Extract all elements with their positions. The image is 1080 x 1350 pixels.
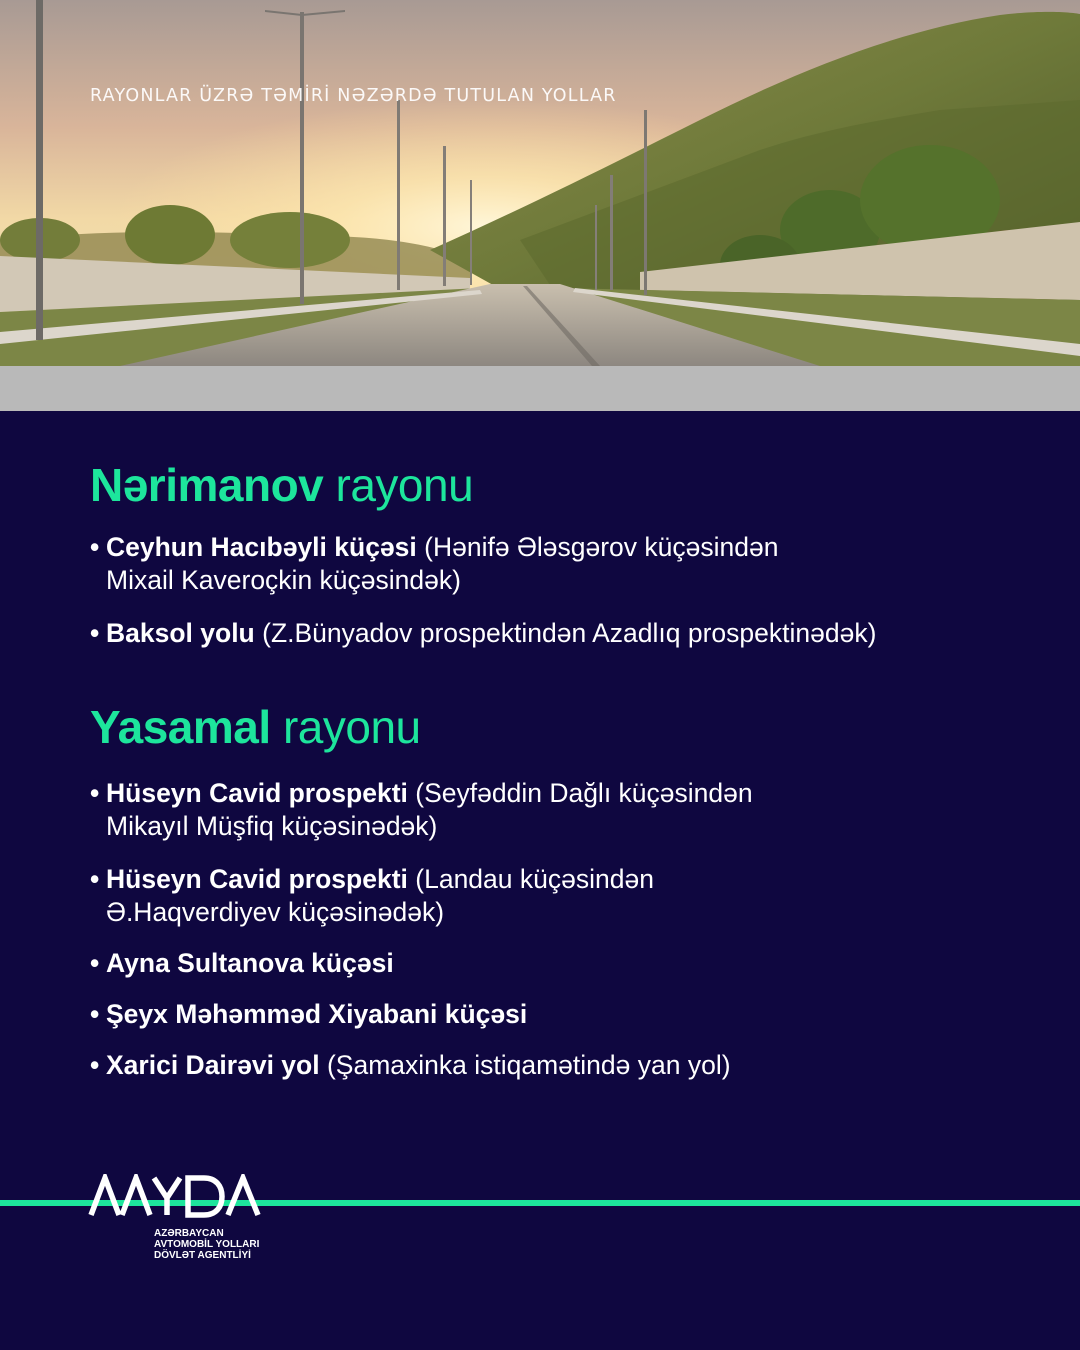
road-detail: (Seyfəddin Dağlı küçəsindən Mikayıl Müşfiq küçəsinədək) — [106, 778, 753, 841]
list-item: • Baksol yolu (Z.Bünyadov prospektindən Azadlıq prospektinədək) — [90, 618, 877, 648]
section-heading-light: rayonu — [335, 459, 474, 511]
section-heading-bold: Yasamal — [90, 701, 271, 753]
road-detail: (Landau küçəsindən Ə.Haqverdiyev küçəsinədək) — [106, 864, 654, 927]
section-heading-narimanov — [90, 458, 473, 512]
page-title: RAYONLAR ÜZRƏ TƏMİRİ NƏZƏRDƏ TUTULAN YOLLAR — [90, 86, 617, 106]
road-name: Hüseyn Cavid prospekti — [106, 864, 408, 894]
road-name: Hüseyn Cavid prospekti — [106, 778, 408, 808]
road-name: Ayna Sultanova küçəsi — [106, 948, 394, 978]
list-item: • Şeyx Məhəmməd Xiyabani küçəsi — [90, 999, 528, 1029]
list-item: • Ceyhun Hacıbəyli küçəsi (Hənifə Ələsgərov küçəsindən Mixail Kaveroçkin küçəsindək) — [90, 532, 779, 595]
aayda-logo-icon — [88, 1174, 272, 1223]
road-name: Xarici Dairəvi yol — [106, 1050, 320, 1080]
section-heading-light: rayonu — [282, 701, 421, 753]
road-detail: (Z.Bünyadov prospektindən Azadlıq prospektinədək) — [262, 618, 877, 648]
road-detail: (Hənifə Ələsgərov küçəsindən Mixail Kaveroçkin küçəsindək) — [106, 532, 779, 595]
list-item: • Ayna Sultanova küçəsi — [90, 948, 394, 978]
divider-band — [0, 366, 1080, 411]
agency-name: AZƏRBAYCAN AVTOMOBİL YOLLARI DÖVLƏT AGENTLİYİ — [154, 1228, 260, 1261]
list-item: • Xarici Dairəvi yol (Şamaxinka istiqamətində yan yol) — [90, 1050, 731, 1080]
road-name: Ceyhun Hacıbəyli küçəsi — [106, 532, 417, 562]
list-item: • Hüseyn Cavid prospekti (Seyfəddin Dağlı küçəsindən Mikayıl Müşfiq küçəsinədək) — [90, 778, 753, 841]
section-heading-yasamal — [90, 700, 421, 754]
highway-photo-icon — [0, 0, 1080, 366]
list-item: • Hüseyn Cavid prospekti (Landau küçəsindən Ə.Haqverdiyev küçəsinədək) — [90, 864, 654, 927]
road-detail: (Şamaxinka istiqamətində yan yol) — [326, 1050, 731, 1080]
road-name: Şeyx Məhəmməd Xiyabani küçəsi — [106, 999, 528, 1029]
section-heading-bold: Nərimanov — [90, 459, 324, 511]
hero-image — [0, 0, 1080, 366]
road-name: Baksol yolu — [106, 618, 255, 648]
